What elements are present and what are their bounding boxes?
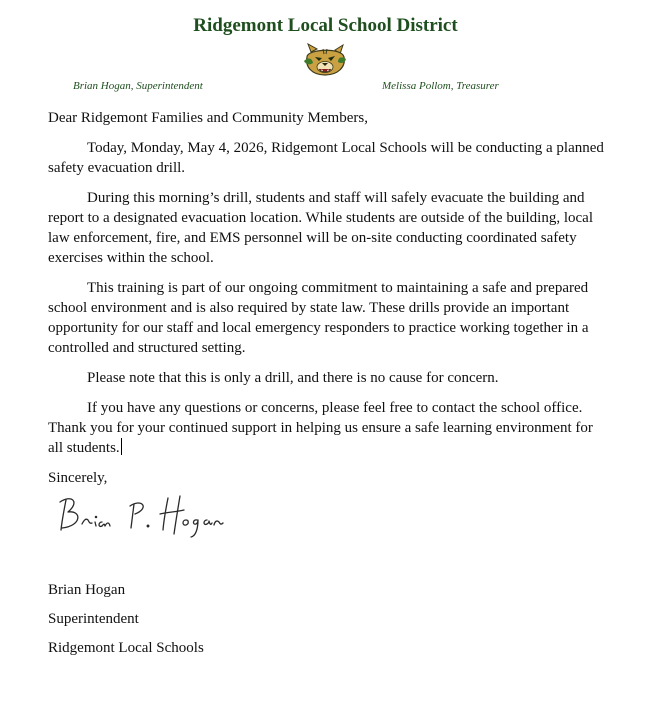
closing: Sincerely, xyxy=(48,470,108,486)
text-cursor xyxy=(121,438,123,455)
paragraph-4: Please note that this is only a drill, and there is no cause for concern. xyxy=(87,370,499,386)
signer-title: Superintendent xyxy=(48,611,139,627)
handwritten-signature xyxy=(52,490,232,540)
paragraph-1: Today, Monday, May 4, 2026, Ridgemont Local Schools will be conducting a planned safety evacuation drill. xyxy=(48,140,604,176)
paragraph-2: During this morning’s drill, students and staff will safely evacuate the building and report to a designated evacuation location. While students are outside of the building, local law enforcement, fire, and EMS personnel will be on-site conducting coordinated safety exercises within the school. xyxy=(48,190,593,266)
signer-name: Brian Hogan xyxy=(48,582,126,598)
paragraph-5[interactable] xyxy=(48,398,608,458)
paragraph-3: This training is part of our ongoing commitment to maintaining a safe and prepared school environment and is also required by state law. These drills provide an important opportunity for our staff and local emergency responders to practice working together in a controlled and structured setting. xyxy=(48,280,589,356)
district-title: Ridgemont Local School District xyxy=(193,15,458,36)
letter-body xyxy=(48,108,608,498)
superintendent-line: Brian Hogan, Superintendent xyxy=(73,80,203,92)
bobcat-mascot-icon xyxy=(302,43,348,76)
signer-organization: Ridgemont Local Schools xyxy=(48,640,204,656)
salutation: Dear Ridgemont Families and Community Members, xyxy=(48,110,368,126)
treasurer-line: Melissa Pollom, Treasurer xyxy=(382,80,499,92)
paragraph-5-text: If you have any questions or concerns, please feel free to contact the school office. Thank you for your continued support in helping us ensure a safe learning environment for all students. xyxy=(48,400,593,456)
